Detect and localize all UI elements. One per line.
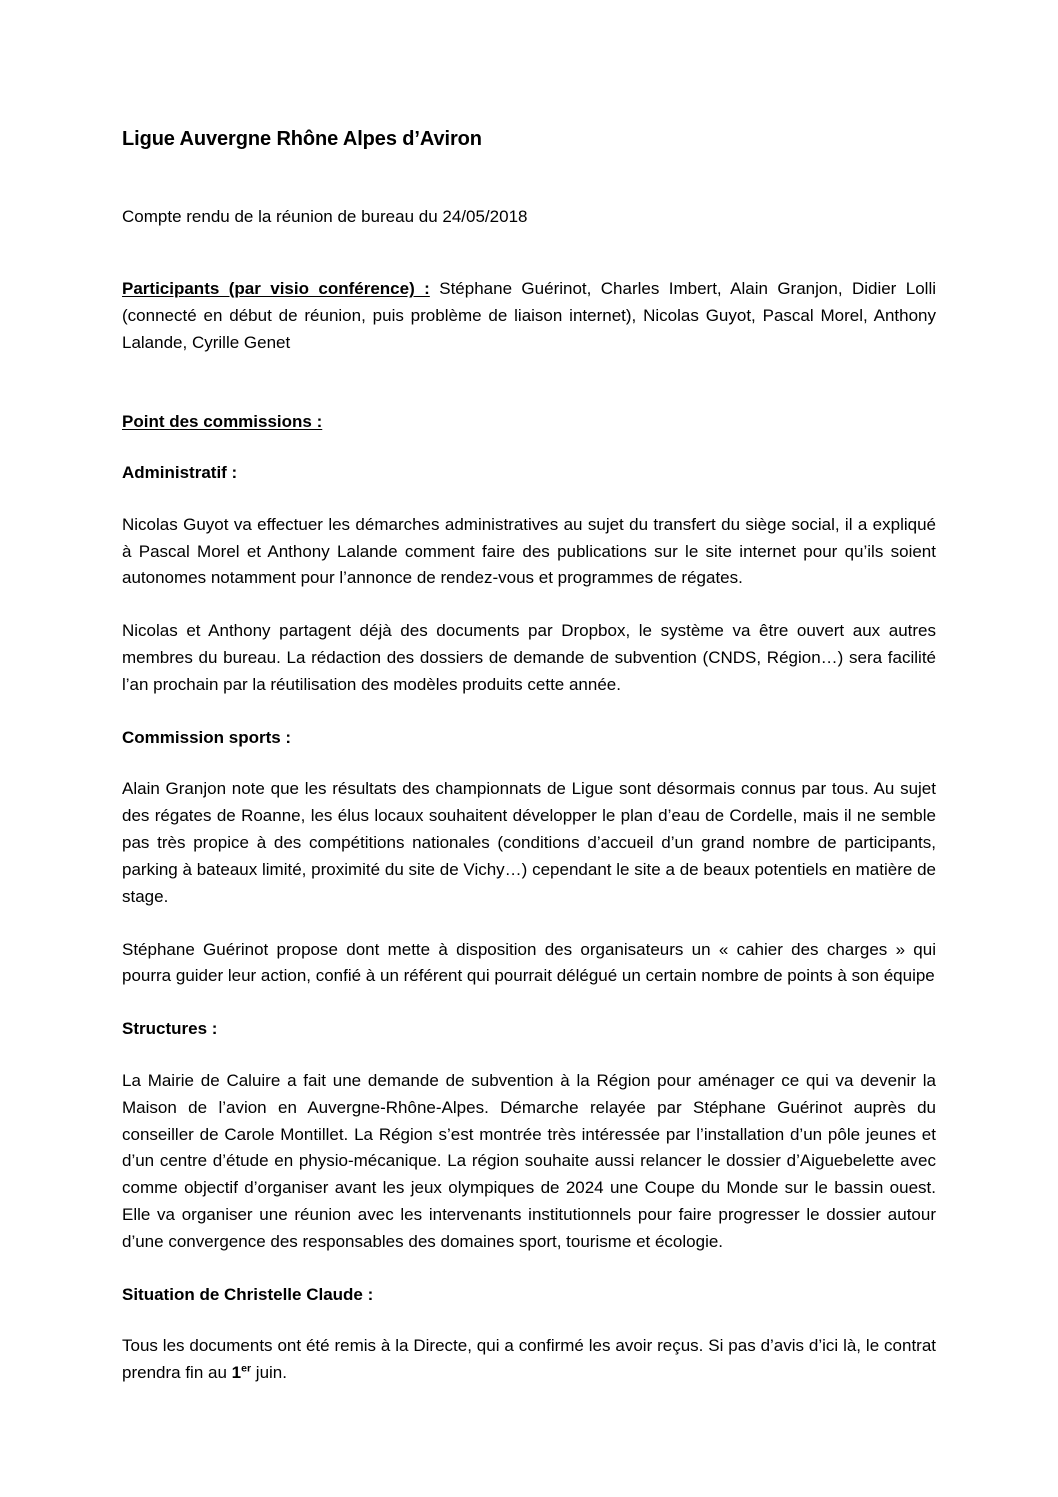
christelle-text-before: Tous les documents ont été remis à la Directe, qui a confirmé les avoir reçus. Si pas d’avis d’ici là, le contrat prendra fin au xyxy=(122,1336,936,1383)
page-title: Ligue Auvergne Rhône Alpes d’Aviron xyxy=(122,128,482,150)
christelle-text-after: juin. xyxy=(251,1363,287,1383)
ordinal-number: 1 xyxy=(231,1363,242,1383)
section-heading-administratif: Administratif : xyxy=(122,463,238,483)
section-heading-commissions-text: Point des commissions : xyxy=(122,411,323,431)
section-heading-commissions xyxy=(122,357,936,435)
administratif-paragraph-2: Nicolas et Anthony partagent déjà des documents par Dropbox, le système va être ouvert aux autres membres du bureau. La rédaction des dossiers de demande de subvention (CNDS, Région…) sera facilité l’an prochain par la réutilisation des modèles produits cette année. xyxy=(122,621,936,694)
participants-list: Stéphane Guérinot, Charles Imbert, Alain Granjon, Didier Lolli (connecté en début de réunion, puis problème de liaison internet), Nicolas Guyot, Pascal Morel, Anthony Lalande, Cyrille Genet xyxy=(122,279,936,352)
administratif-paragraph-1: Nicolas Guyot va effectuer les démarches administratives au sujet du transfert du siège social, il a expliqué à Pascal Morel et Anthony Lalande comment faire des publications sur le site internet pour qu’ils soient autonomes notamment pour l’annonce de rendez-vous et programmes de régates. xyxy=(122,514,936,588)
document-body xyxy=(122,0,936,1387)
sports-paragraph-2: Stéphane Guérinot propose dont mette à disposition des organisateurs un « cahier des charges » qui pourra guider leur action, confié à un référent qui pourrait délégué un certain nombre de points à son équipe xyxy=(122,939,936,986)
ordinal-suffix: er xyxy=(241,1362,252,1375)
section-heading-situation-christelle-claude: Situation de Christelle Claude : xyxy=(122,1284,374,1304)
participants-paragraph xyxy=(122,228,936,357)
structures-paragraph-1: La Mairie de Caluire a fait une demande de subvention à la Région pour aménager ce qui va devenir la Maison de l’avion en Auvergne-Rhône-Alpes. Démarche relayée par Stéphane Guérinot auprès du conseiller de Carole Montillet. La Région s’est montrée très intéressée par l’installation d’un pôle jeunes et d’un centre d’étude en physio-mécanique. La région souhaite aussi relancer le dossier d’Aiguebelette avec comme objectif d’organiser avant les jeux olympiques de 2024 une Coupe du Monde sur le bassin ouest. Elle va organiser une réunion avec les intervenants institutionnels pour faire progresser le dossier autour d’une convergence des responsables des domaines sport, tourisme et écologie. xyxy=(122,1070,936,1251)
document-subtitle: Compte rendu de la réunion de bureau du 24/05/2018 xyxy=(122,207,528,226)
section-heading-structures: Structures : xyxy=(122,1019,218,1039)
section-heading-commission-sports: Commission sports : xyxy=(122,727,292,747)
christelle-paragraph-1 xyxy=(122,1307,936,1387)
sports-paragraph-1: Alain Granjon note que les résultats des championnats de Ligue sont désormais connus par tous. Au sujet des régates de Roanne, les élus locaux souhaitent développer le plan d’eau de Cordelle, mais il ne semble pas très propice à des compétitions nationales (conditions d’accueil d’un grand nombre de participants, parking à bateaux limité, proximité du site de Vichy…) cependant le site a de beaux potentiels en matière de stage. xyxy=(122,779,936,906)
participants-label: Participants (par visio conférence) : xyxy=(122,279,430,299)
